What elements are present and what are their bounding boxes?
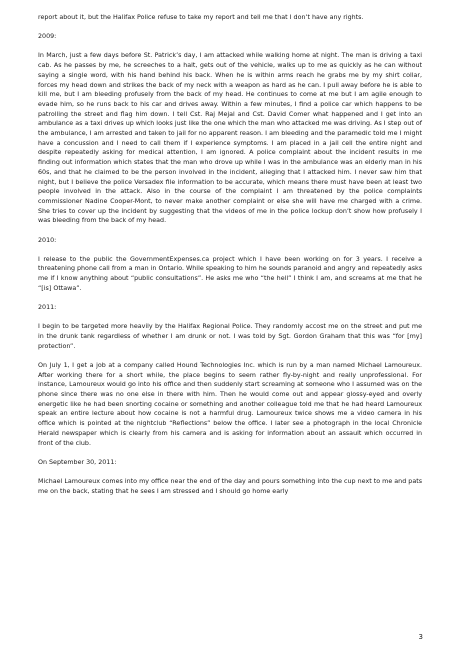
paragraph-intro: report about it, but the Halifax Police refuse to take my report and tell me that I don’t have any rights. <box>38 14 364 21</box>
section-heading-2009: 2009: <box>38 33 57 41</box>
paragraph-sept-2011: Michael Lamoureux comes into my office near the end of the day and pours something into the cup next to me and pats me on the back, stating that he sees I am stressed and I should go home early <box>38 477 422 495</box>
paragraph-2011-job: On July 1, I get a job at a company called Hound Technologies Inc. which is run by a man named Michael Lamoureux. After working there for a short while, the place begins to seem rather fly-by-night and really unprofessional. For instance, Lamoureux would go into his office and then suddenly start screaming at someone who I assumed was on the phone since there was no one else in there with him. Then he would come out and appear glossy-eyed and overly energetic like he had been snorting cocaine or something and another colleague told me that he had heard Lamoureux speak an entire lecture about how cocaine is not a harmful drug. Lamoureux twice shows me a video camera in his office which is pointed at the nightclub “Reflections” below the office. I later see a photograph in the local Chronicle Herald newspaper which is clearly from his camera and is asking for information about an assault which occurred in front of the club. <box>38 361 422 447</box>
paragraph-2011-police: I begin to be targeted more heavily by the Halifax Regional Police. They randomly accost me on the street and put me in the drunk tank regardless of whether I am drunk or not. I was told by Sgt. Gordon Graham that this was “for [my] protection”. <box>38 323 422 350</box>
section-heading-2011: 2011: <box>38 304 57 312</box>
section-heading-sept-2011: On September 30, 2011: <box>38 458 117 466</box>
section-heading-2010: 2010: <box>38 236 57 244</box>
paragraph-2009-attack: In March, just a few days before St. Patrick’s day, I am attacked while walking home at night. The man is driving a taxi cab. As he passes by me, he screeches to a halt, gets out of the vehicle, walks up to me as quickly as he can without saying a single word, with his hand behind his back. When he is within arms reach he grabs me by my shirt collar, forces my head down and strikes the back of my neck with a weapon as hard as he can. I pull away before he is able to kill me, but I am bleeding profusely from the back of my head. He continues to come at me but I am agile enough to evade him, so he runs back to his car and drives away. Within a few minutes, I find a police car which happens to be patrolling the street and flag him down. I tell Cst. Raj Mejal and Cst. David Comer what happened and I get into an ambulance as a taxi drives up which looks just like the one which the man who attacked me was driving. As I step out of the ambulance, I am arrested and taken to jail for no apparent reason. I am bleeding and the paramedic told me I might have a concussion and I need to call them if I experience symptoms. I am placed in a jail cell the entire night and despite repeatedly asking for medical attention, I am ignored. A police complaint about the incident results in me finding out information which states that the man who drove up while I was in the ambulance was an elderly man in his 60s, and that he claimed to be the person involved in the incident, alleging that I attacked him. I never saw him that night, but I believe the police Versadex file information to be accurate, which means there must have been at least two people involved in the attack. Also in the course of the complaint I am threatened by the police complaints commissioner Nadine Cooper-Mont, to never make another complaint or else she will have me charged with a crime. She tries to cover up the incident by suggesting that the videos of me in the police lockup don’t show how profusely I was bleeding from the back of my head. <box>38 52 422 225</box>
paragraph-2010-project: I release to the public the GovernmentExpenses.ca project which I have been working on for 3 years. I receive a threatening phone call from a man in Ontario. While speaking to him he sounds paranoid and angry and repeatedly asks me if I know anything about “public consultations”. He asks me who “the hell” I think I am, and screams at me that he “[is] Ottawa”. <box>38 255 422 292</box>
page-number: 3 <box>418 633 423 641</box>
